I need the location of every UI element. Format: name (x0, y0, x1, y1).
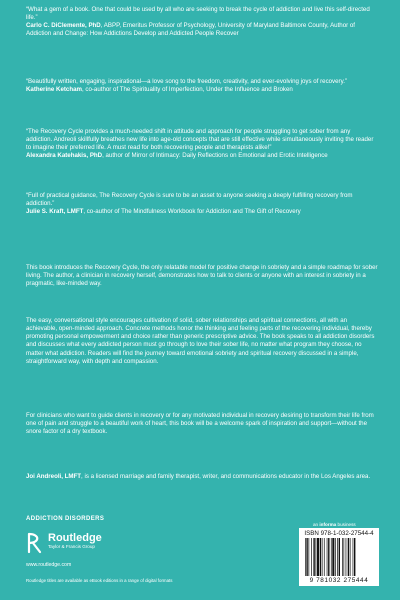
informa-tag (313, 522, 356, 527)
endorser-name: Katherine Ketcham (26, 86, 82, 94)
endorsement-1 (26, 6, 378, 38)
publisher-name: Routledge (48, 532, 102, 544)
description-paragraph-3 (26, 412, 378, 436)
routledge-logo-icon (26, 532, 44, 554)
endorser-name: Julie S. Kraft, LMFT (26, 208, 84, 216)
ebook-footnote: Routledge titles are available as eBook editions in a range of digital formats (26, 578, 173, 583)
endorsement-4 (26, 192, 378, 216)
endorsement-quote: “Beautifully written, engaging, inspirational—a love song to the freedom, creativity, and ever-evolving joys of recovery.” (26, 78, 347, 85)
subject-category: ADDICTION DISORDERS (26, 516, 105, 522)
endorser-name: Alexandra Katehakis, PhD (26, 152, 103, 160)
description-text: This book introduces the Recovery Cycle, the only relatable model for positive change in sobriety and a simple roadmap for sober living. The author, a clinician in recovery herself, demonstrates how to talk to clients or anyone with an interest in sobriety in a pragmatic, like-minded way. (26, 264, 378, 288)
isbn-barcode (299, 528, 379, 586)
description-text: The easy, conversational style encourages cultivation of solid, sober relationships and spiritual connections, all with an achievable, open-minded approach. Concrete methods honor the thinking and feeling parts of the recovering individual, thereby promoting personal empowerment and choice rather than generic prescriptive advice. The book speaks to all addiction disorders and discusses what every addicted person must go through to love their sober life, no matter what program they choose, no matter what addiction. Readers will find the journey toward emotional sobriety and spiritual recovery discussed in a simple, straightforward way, with depth and compassion. (26, 317, 375, 365)
endorsement-quote: “What a gem of a book. One that could be used by all who are seeking to break the cycle of addiction and live this self-directed life.” (26, 6, 370, 22)
endorser-credentials: , author of Mirror of Intimacy: Daily Reflections on Emotional and Erotic Intelligence (102, 152, 328, 160)
endorser-name: Carlo C. DiClemente, PhD (26, 22, 101, 30)
isbn-label: ISBN 978-1-032-27544-4 (304, 530, 374, 537)
description-paragraph-2 (26, 317, 378, 366)
endorser-credentials: , co-author of The Spirituality of Imperfection, Under the Influence and Broken (81, 86, 293, 94)
endorser-credentials: , co-author of The Mindfulness Workbook for Addiction and The Gift of Recovery (83, 208, 301, 216)
author-bio (26, 473, 378, 481)
endorsement-3 (26, 128, 378, 160)
endorsement-quote: “The Recovery Cycle provides a much-needed shift in attitude and approach for people struggling to get sober from any addiction. Andreoli skillfully breathes new life into age-old concepts that are still effective while simultaneously inviting the reader to imagine their preferred life. A must read for both recovering people and therapists alike!” (26, 128, 374, 152)
description-text: For clinicians who want to guide clients in recovery or for any motivated individual in recovery desiring to transform their life from one of pain and struggle to a beautiful work of heart, this book will be a welcome spark of inspiration and support—without the snore factor of a dry textbook. (26, 412, 374, 436)
barcode-icon (305, 538, 373, 578)
publisher-group: Taylor & Francis Group (48, 544, 95, 549)
publisher-website: www.routledge.com (26, 562, 72, 568)
publisher-logo (26, 532, 102, 562)
endorsement-quote: “Full of practical guidance, The Recovery Cycle is sure to be an asset to anyone seeking a deeply fulfilling recovery from addiction.” (26, 192, 353, 208)
isbn-digits: 9 781032 275444 (309, 577, 369, 584)
author-name: Joi Andreoli, LMFT (26, 473, 82, 480)
endorsement-2 (26, 78, 378, 94)
informa-prefix: an (313, 522, 320, 527)
endorser-credentials: , ABPP, Emeritus Professor of Psychology, University of Maryland Baltimore County, Author of Addiction and Change: How Addictions Develop and Addicted People Recover (26, 22, 355, 38)
description-paragraph-1 (26, 264, 378, 288)
informa-suffix: business (336, 522, 356, 527)
author-bio-text: , is a licensed marriage and family therapist, writer, and communications educator in the Los Angeles area. (81, 473, 371, 480)
informa-brand: informa (319, 522, 337, 527)
